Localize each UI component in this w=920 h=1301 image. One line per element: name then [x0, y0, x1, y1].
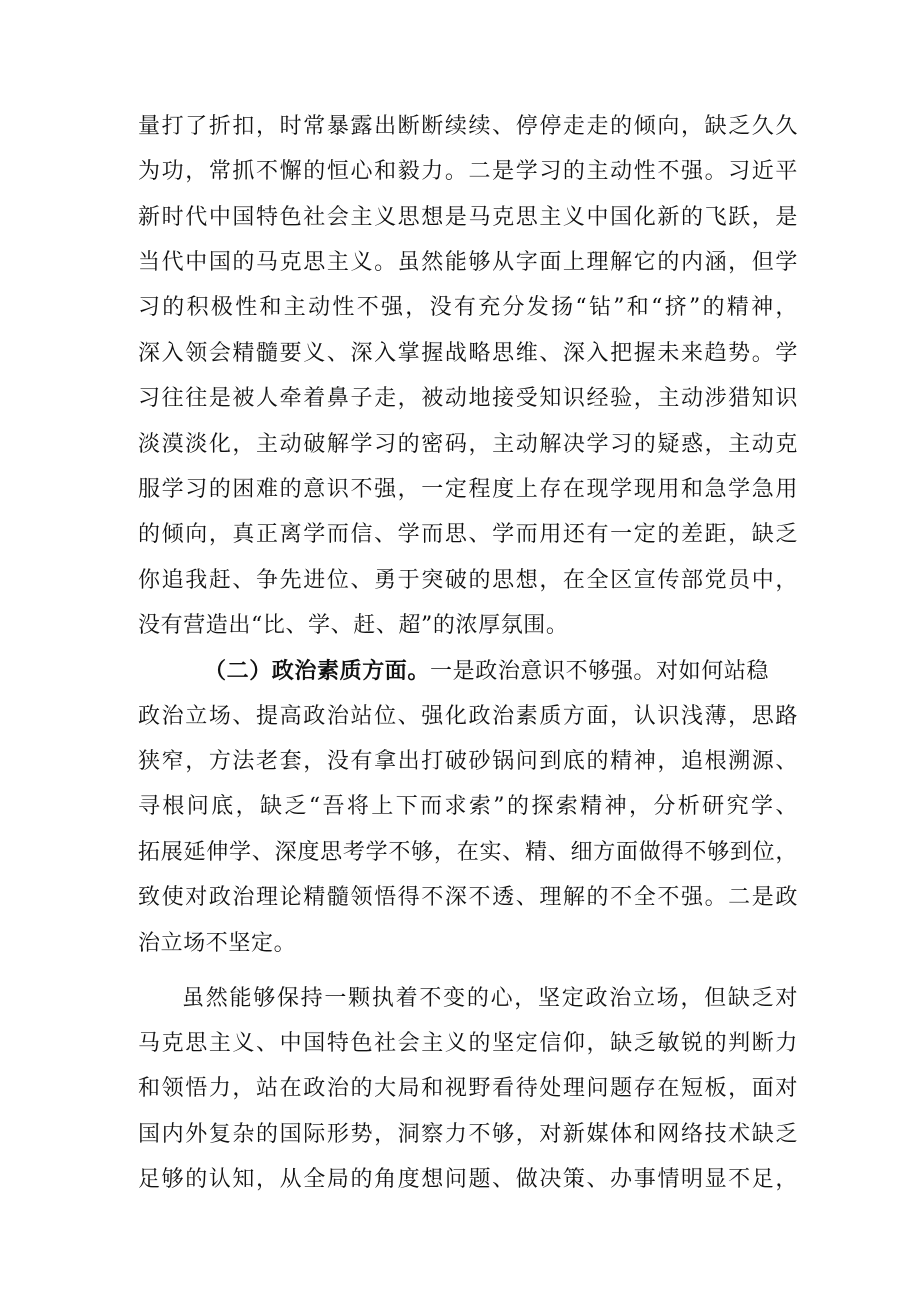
paragraph-line: 服学习的困难的意识不强，一定程度上存在现学现用和急学急用 — [138, 477, 798, 502]
section-heading-rest: 一是政治意识不够强。对如何站稳 — [430, 659, 770, 684]
section-heading-line — [204, 656, 769, 686]
paragraph-line: 和领悟力，站在政治的大局和视野看待处理问题存在短板，面对 — [138, 1076, 798, 1101]
paragraph-line: 量打了折扣，时常暴露出断断续续、停停走走的倾向，缺乏久久 — [138, 114, 798, 139]
paragraph-line: 没有营造出“比、学、赶、超”的浓厚氛围。 — [138, 613, 569, 638]
section-heading: （二）政治素质方面。 — [204, 658, 431, 684]
paragraph-line: 治立场不坚定。 — [138, 931, 297, 956]
paragraph-line: 习的积极性和主动性不强，没有充分发扬“钻”和“挤”的精神， — [138, 295, 798, 320]
paragraph-line: 为功，常抓不懈的恒心和毅力。二是学习的主动性不强。习近平 — [138, 159, 798, 184]
paragraph-line: 致使对政治理论精髓领悟得不深不透、理解的不全不强。二是政 — [138, 885, 798, 910]
paragraph-line: 习往往是被人牵着鼻子走，被动地接受知识经验，主动涉猎知识 — [138, 386, 798, 411]
paragraph-line: 拓展延伸学、深度思考学不够，在实、精、细方面做得不够到位， — [138, 840, 798, 865]
paragraph-line: 足够的认知，从全局的角度想问题、做决策、办事情明显不足， — [138, 1167, 798, 1192]
paragraph-line: 当代中国的马克思主义。虽然能够从字面上理解它的内涵，但学 — [138, 250, 798, 275]
paragraph-line: 淡漠淡化，主动破解学习的密码，主动解决学习的疑惑，主动克 — [138, 432, 798, 457]
paragraph-line: 的倾向，真正离学而信、学而思、学而用还有一定的差距，缺乏 — [138, 522, 798, 547]
paragraph-line: 政治立场、提高政治站位、强化政治素质方面，认识浅薄，思路 — [138, 704, 798, 729]
paragraph-line: 新时代中国特色社会主义思想是马克思主义中国化新的飞跃，是 — [138, 205, 798, 230]
paragraph-line: 深入领会精髓要义、深入掌握战略思维、深入把握未来趋势。学 — [138, 341, 798, 366]
paragraph-line: 虽然能够保持一颗执着不变的心，坚定政治立场，但缺乏对 — [182, 986, 798, 1011]
paragraph-line: 你追我赶、争先进位、勇于突破的思想，在全区宣传部党员中， — [138, 568, 798, 593]
paragraph-line: 寻根问底，缺乏“吾将上下而求索”的探索精神，分析研究学、 — [138, 794, 798, 819]
paragraph-line: 马克思主义、中国特色社会主义的坚定信仰，缺乏敏锐的判断力 — [138, 1031, 798, 1056]
paragraph-line: 国内外复杂的国际形势，洞察力不够，对新媒体和网络技术缺乏 — [138, 1122, 798, 1147]
paragraph-line: 狭窄，方法老套，没有拿出打破砂锅问到底的精神，追根溯源、 — [138, 749, 798, 774]
